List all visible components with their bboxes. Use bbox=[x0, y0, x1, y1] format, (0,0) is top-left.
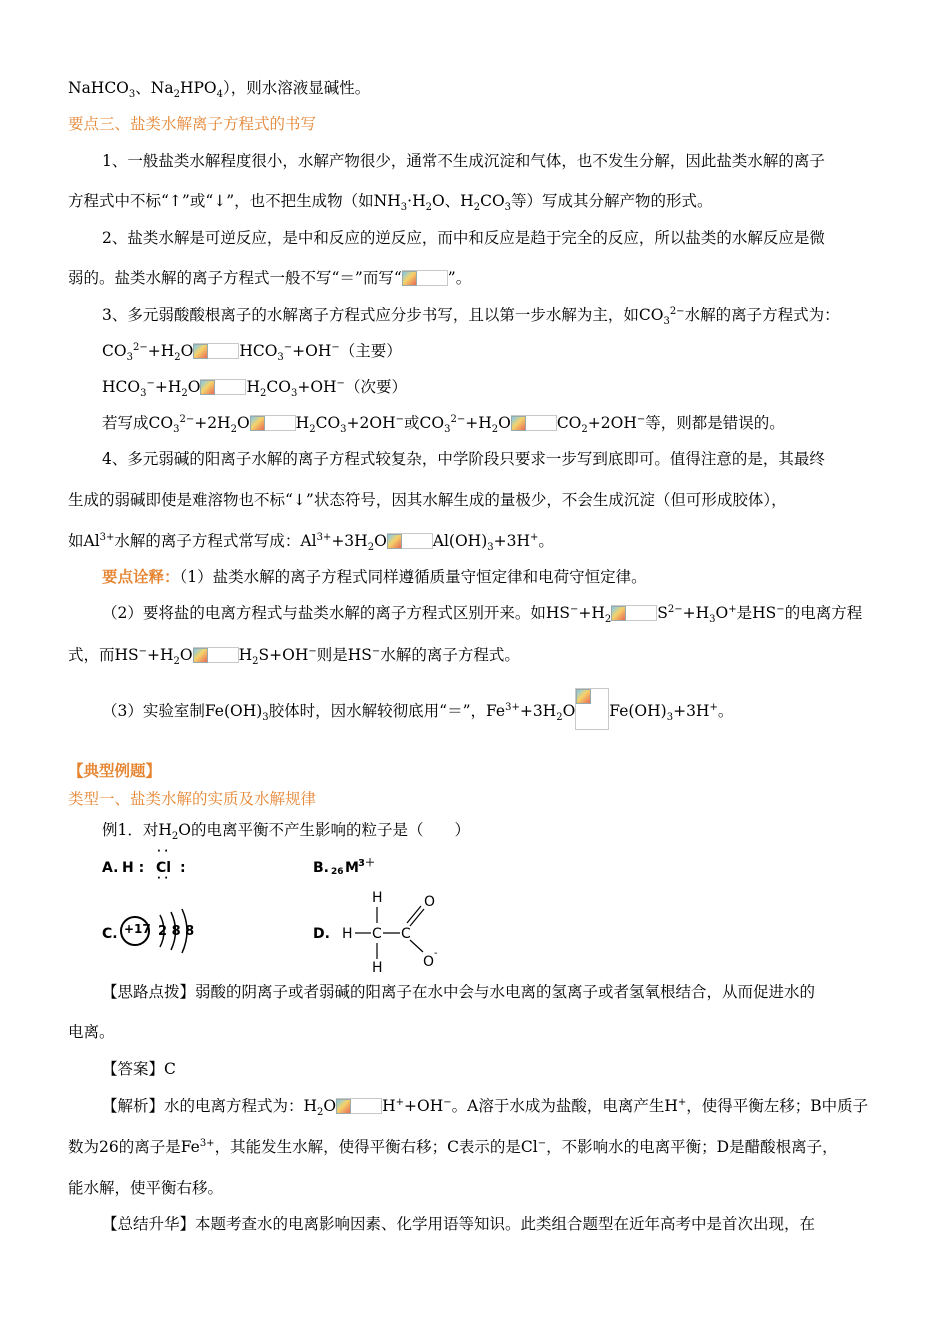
hint-line-1: 【思路点拨】弱酸的阴离子或者弱碱的阳离子在水中会与水电离的氢离子或者氢氧根结合，从而促进水的 bbox=[102, 983, 816, 1001]
reversible-arrow-image bbox=[611, 605, 657, 621]
reversible-arrow-image bbox=[193, 647, 239, 663]
explanation-line-3: 能水解，使平衡右移。 bbox=[68, 1179, 224, 1197]
paragraph-3: 3、多元弱酸酸根离子的水解离子方程式应分步书写，且以第一步水解为主，如$CO_3^{2-}$水解的离子方程式为： bbox=[102, 305, 840, 328]
summary-line-1: 【总结升华】本题考查水的电离影响因素、化学用语等知识。此类组合题型在近年高考中是首次出现，在 bbox=[102, 1215, 816, 1233]
key-point-2-line-2: 式，而$HS^-+H_2O$ $H_2S+OH^-$则是HS−水解的离子方程式。 bbox=[68, 645, 520, 668]
reversible-arrow-image bbox=[200, 379, 246, 395]
paragraph-4-line-3: 如$Al^{3+}$水解的离子方程式常写成：$Al^{3+}+3H_2O$ $Al(OH)_3+3H^+$。 bbox=[68, 531, 554, 554]
hint-line-2: 电离。 bbox=[68, 1023, 115, 1041]
reversible-arrow-image bbox=[336, 1098, 382, 1114]
paragraph-2-line-2: 弱的。盐类水解的离子方程式一般不写“＝”而写“ ”。 bbox=[68, 269, 472, 287]
line-1: NaHCO$_3$、$Na_2HPO_4$），则水溶液显碱性。 bbox=[68, 79, 371, 101]
equation-2: $HCO_3^-+H_2O$ $H_2CO_3+OH^-$（次要） bbox=[102, 377, 407, 400]
reversible-arrow-image bbox=[193, 343, 239, 359]
reversible-arrow-image bbox=[387, 533, 433, 549]
paragraph-4-line-1: 4、多元弱碱的阳离子水解的离子方程式较复杂，中学阶段只要求一步写到底即可。值得注意的是，其最终 bbox=[102, 450, 825, 468]
reversible-arrow-image bbox=[402, 270, 448, 286]
section-heading-3: 要点三、盐类水解离子方程式的书写 bbox=[68, 115, 317, 133]
key-point-2-line-1: （2）要将盐的电离方程式与盐类水解的离子方程式区别开来。如$HS^-+H_2$ $S^{2-}+H_3O^+$是HS−的电离方程 bbox=[102, 603, 863, 626]
answer: 【答案】C bbox=[102, 1060, 176, 1078]
reversible-arrow-image bbox=[511, 415, 557, 431]
equation-3: 若写成$CO_3^{2-}+2H_2O$ $H_2CO_3+2OH^-$或$CO_3^{2-}+H_2O$ $CO_2+2OH^-$等，则都是错误的。 bbox=[102, 413, 785, 436]
type-1-heading: 类型一、盐类水解的实质及水解规律 bbox=[68, 790, 317, 808]
paragraph-1-line-2: 方程式中不标“↑”或“↓”，也不把生成物（如$NH_3\cdot H_2O$、$H_2CO_3$等）写成其分解产物的形式。 bbox=[68, 192, 713, 214]
explanation-line-1: 【解析】水的电离方程式为：$H_2O$ H++OH−。A溶于水成为盐酸，电离产生H+，使得平衡左移；B中质子 bbox=[102, 1096, 869, 1119]
paragraph-4-line-2: 生成的弱碱即使是难溶物也不标“↓”状态符号，因其水解生成的量极少，不会生成沉淀（但可形成胶体）， bbox=[68, 491, 787, 509]
explanation-line-2: 数为26的离子是$Fe^{3+}$，其能发生水解，使得平衡右移；C表示的是Cl−，不影响水的电离平衡；D是醋酸根离子， bbox=[68, 1137, 838, 1156]
reversible-arrow-image bbox=[250, 415, 296, 431]
paragraph-1-line-1: 1、一般盐类水解程度很小，水解产物很少，通常不生成沉淀和气体，也不发生分解，因此盐类水解的离子 bbox=[102, 152, 825, 170]
example-1-question: 例1．对$H_2O$的电离平衡不产生影响的粒子是（ ） bbox=[102, 821, 470, 843]
paragraph-2-line-1: 2、盐类水解是可逆反应，是中和反应的逆反应，而中和反应是趋于完全的反应，所以盐类的水解反应是微 bbox=[102, 229, 825, 247]
key-points-note: 要点诠释：（1）盐类水解的离子方程式同样遵循质量守恒定律和电荷守恒定律。 bbox=[102, 567, 647, 586]
equation-1: $CO_3^{2-}+H_2O$ $HCO_3^-+OH^-$（主要） bbox=[102, 341, 402, 364]
typical-examples-heading: 【典型例题】 bbox=[68, 761, 162, 780]
key-point-3: （3）实验室制$Fe(OH)_3$胶体时，因水解较彻底用“＝”，$Fe^{3+}+3H_2O$ $Fe(OH)_3+3H^+$。 bbox=[102, 688, 733, 730]
equal-arrow-image bbox=[575, 688, 609, 730]
